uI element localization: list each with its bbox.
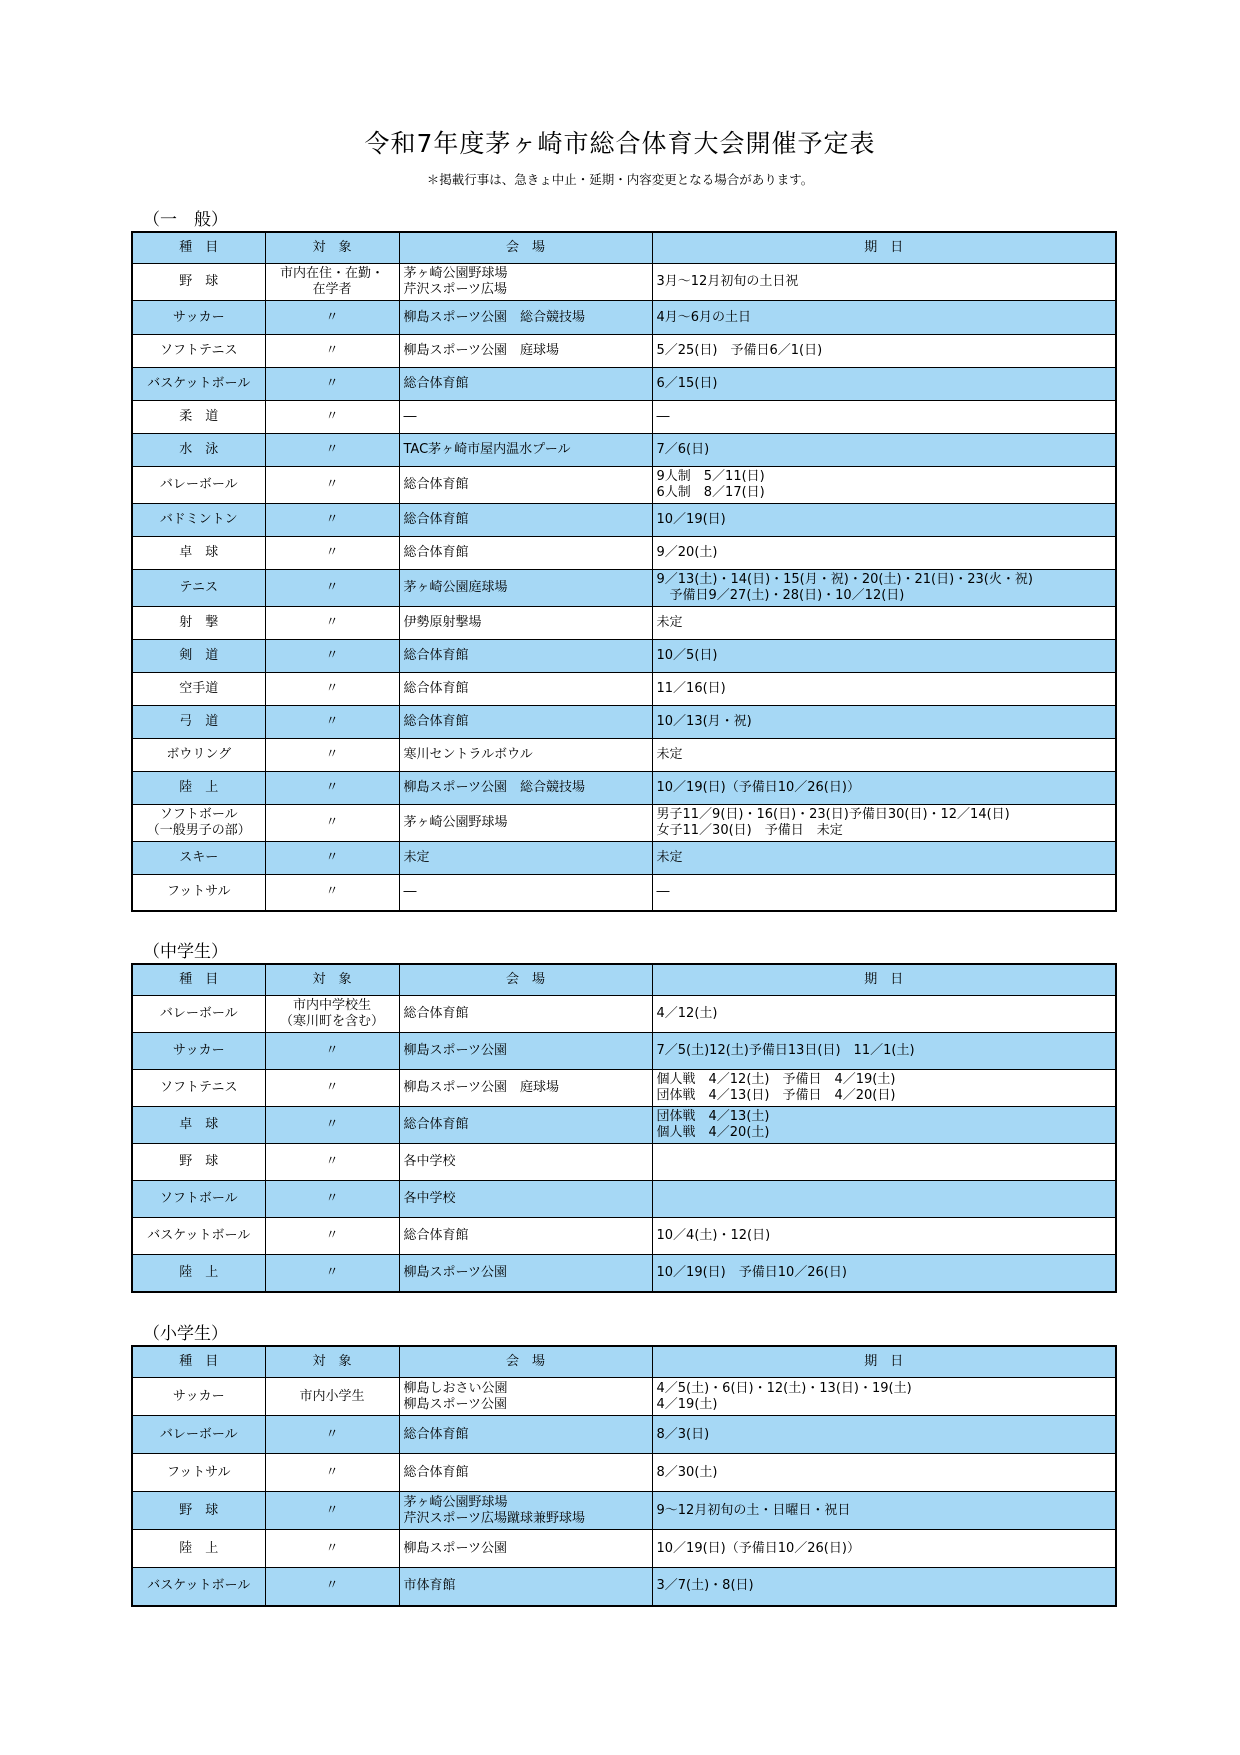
section-general: [131, 209, 1115, 912]
cell-date: [652, 1144, 1116, 1181]
cell-event: バレーボール: [132, 467, 265, 504]
section-junior-high: [131, 941, 1115, 1293]
cell-venue: 各中学校: [399, 1144, 652, 1181]
table-row: [132, 301, 1116, 335]
cell-date: 10／19(日) 予備日10／26(日): [652, 1255, 1116, 1292]
table-row: [132, 1568, 1116, 1606]
cell-event: 柔 道: [132, 401, 265, 434]
cell-venue: 柳島スポーツ公園: [399, 1530, 652, 1568]
cell-date: 9／20(土): [652, 537, 1116, 570]
cell-event: 卓 球: [132, 537, 265, 570]
table-row: [132, 772, 1116, 805]
cell-target: 〃: [265, 1416, 399, 1454]
schedule-table: [131, 1345, 1117, 1607]
table-row: [132, 570, 1116, 607]
table-row: [132, 739, 1116, 772]
cell-venue: 茅ヶ崎公園野球場 芹沢スポーツ広場: [399, 264, 652, 301]
cell-venue: 総合体育館: [399, 467, 652, 504]
cell-target: 市内在住・在勤・ 在学者: [265, 264, 399, 301]
header-target: 対 象: [265, 1346, 399, 1378]
cell-venue: 未定: [399, 842, 652, 875]
table-row: [132, 335, 1116, 368]
cell-event: ソフトテニス: [132, 335, 265, 368]
cell-date: 4／12(土): [652, 996, 1116, 1033]
table-header-row: [132, 1346, 1116, 1378]
cell-event: 空手道: [132, 673, 265, 706]
header-date: 期 日: [652, 964, 1116, 996]
table-row: [132, 1181, 1116, 1218]
cell-event: バスケットボール: [132, 1568, 265, 1606]
cell-date: 未定: [652, 739, 1116, 772]
table-row: [132, 1416, 1116, 1454]
cell-event: 陸 上: [132, 1255, 265, 1292]
table-row: [132, 1255, 1116, 1292]
cell-target: 〃: [265, 1492, 399, 1530]
table-header-row: [132, 964, 1116, 996]
header-target: 対 象: [265, 964, 399, 996]
cell-venue: 総合体育館: [399, 537, 652, 570]
cell-venue: 柳島スポーツ公園 庭球場: [399, 335, 652, 368]
table-row: [132, 504, 1116, 537]
page-title: 令和7年度茅ヶ崎市総合体育大会開催予定表: [364, 129, 876, 158]
table-row: [132, 805, 1116, 842]
header-venue: 会 場: [399, 232, 652, 264]
cell-target: 〃: [265, 301, 399, 335]
cell-target: 〃: [265, 673, 399, 706]
cell-event: バレーボール: [132, 996, 265, 1033]
cell-date: 7／5(土)12(土)予備日13日(日) 11／1(土): [652, 1033, 1116, 1070]
cell-target: 〃: [265, 706, 399, 739]
cell-event: テニス: [132, 570, 265, 607]
cell-target: 〃: [265, 805, 399, 842]
table-row: [132, 1378, 1116, 1416]
cell-venue: ―: [399, 875, 652, 911]
cell-event: ソフトボール: [132, 1181, 265, 1218]
cell-venue: 寒川セントラルボウル: [399, 739, 652, 772]
cell-target: 〃: [265, 1070, 399, 1107]
table-row: [132, 434, 1116, 467]
cell-venue: 総合体育館: [399, 996, 652, 1033]
cell-target: 〃: [265, 434, 399, 467]
cell-event: 陸 上: [132, 772, 265, 805]
cell-venue: 総合体育館: [399, 673, 652, 706]
cell-venue: 柳島しおさい公園 柳島スポーツ公園: [399, 1378, 652, 1416]
cell-target: 市内中学校生 （寒川町を含む）: [265, 996, 399, 1033]
cell-date: 11／16(日): [652, 673, 1116, 706]
cell-event: ソフトボール （一般男子の部）: [132, 805, 265, 842]
section-title: （中学生）: [143, 942, 228, 962]
cell-event: 水 泳: [132, 434, 265, 467]
header-event: 種 目: [132, 964, 265, 996]
cell-date: 9／13(土)・14(日)・15(月・祝)・20(土)・21(日)・23(火・祝) 予備日9／27(土)・28(日)・10／12(日): [652, 570, 1116, 607]
cell-target: 〃: [265, 1530, 399, 1568]
cell-event: 射 撃: [132, 607, 265, 640]
cell-venue: 総合体育館: [399, 640, 652, 673]
table-row: [132, 264, 1116, 301]
cell-date: 9人制 5／11(日) 6人制 8／17(日): [652, 467, 1116, 504]
cell-target: 〃: [265, 1033, 399, 1070]
table-row: [132, 706, 1116, 739]
cell-venue: 各中学校: [399, 1181, 652, 1218]
cell-date: 4／5(土)・6(日)・12(土)・13(日)・19(土) 4／19(土): [652, 1378, 1116, 1416]
schedule-table: [131, 963, 1117, 1293]
cell-target: 〃: [265, 1107, 399, 1144]
cell-event: 弓 道: [132, 706, 265, 739]
cell-target: 〃: [265, 772, 399, 805]
cell-target: 〃: [265, 570, 399, 607]
header-date: 期 日: [652, 232, 1116, 264]
table-row: [132, 1530, 1116, 1568]
cell-venue: 伊勢原射撃場: [399, 607, 652, 640]
header-venue: 会 場: [399, 1346, 652, 1378]
cell-date: 10／5(日): [652, 640, 1116, 673]
disclaimer-note: ＊掲載行事は、急きょ中止・延期・内容変更となる場合があります。: [426, 172, 814, 187]
cell-event: サッカー: [132, 1378, 265, 1416]
cell-date: 3／7(土)・8(日): [652, 1568, 1116, 1606]
cell-target: 〃: [265, 1255, 399, 1292]
cell-event: 陸 上: [132, 1530, 265, 1568]
cell-event: バレーボール: [132, 1416, 265, 1454]
section-elementary: [131, 1323, 1115, 1607]
cell-target: 〃: [265, 504, 399, 537]
table-row: [132, 842, 1116, 875]
cell-event: フットサル: [132, 1454, 265, 1492]
cell-target: 市内小学生: [265, 1378, 399, 1416]
cell-venue: 茅ヶ崎公園野球場 芹沢スポーツ広場蹴球兼野球場: [399, 1492, 652, 1530]
table-row: [132, 1218, 1116, 1255]
cell-date: 3月～12月初旬の土日祝: [652, 264, 1116, 301]
cell-venue: 総合体育館: [399, 1454, 652, 1492]
section-title: （小学生）: [143, 1324, 228, 1344]
cell-event: 野 球: [132, 1492, 265, 1530]
cell-venue: 総合体育館: [399, 504, 652, 537]
cell-target: 〃: [265, 368, 399, 401]
header-venue: 会 場: [399, 964, 652, 996]
cell-date: 8／3(日): [652, 1416, 1116, 1454]
cell-date: 男子11／9(日)・16(日)・23(日)予備日30(日)・12／14(日) 女子11／30(日) 予備日 未定: [652, 805, 1116, 842]
cell-date: 10／19(日): [652, 504, 1116, 537]
table-row: [132, 368, 1116, 401]
cell-date: 9～12月初旬の土・日曜日・祝日: [652, 1492, 1116, 1530]
cell-date: 6／15(日): [652, 368, 1116, 401]
table-row: [132, 1107, 1116, 1144]
cell-venue: 総合体育館: [399, 706, 652, 739]
cell-venue: 柳島スポーツ公園: [399, 1255, 652, 1292]
cell-target: 〃: [265, 640, 399, 673]
cell-target: 〃: [265, 1568, 399, 1606]
cell-event: サッカー: [132, 301, 265, 335]
cell-date: 10／13(月・祝): [652, 706, 1116, 739]
table-row: [132, 1492, 1116, 1530]
table-row: [132, 537, 1116, 570]
cell-target: 〃: [265, 875, 399, 911]
table-row: [132, 996, 1116, 1033]
cell-date: 未定: [652, 842, 1116, 875]
cell-venue: TAC茅ヶ崎市屋内温水プール: [399, 434, 652, 467]
cell-event: スキー: [132, 842, 265, 875]
cell-target: 〃: [265, 607, 399, 640]
cell-venue: 柳島スポーツ公園 総合競技場: [399, 772, 652, 805]
cell-date: 4月～6月の土日: [652, 301, 1116, 335]
cell-event: バスケットボール: [132, 1218, 265, 1255]
cell-target: 〃: [265, 739, 399, 772]
cell-date: 10／19(日)（予備日10／26(日)）: [652, 1530, 1116, 1568]
cell-target: 〃: [265, 467, 399, 504]
cell-target: 〃: [265, 401, 399, 434]
cell-date: 10／19(日)（予備日10／26(日)）: [652, 772, 1116, 805]
cell-event: フットサル: [132, 875, 265, 911]
table-row: [132, 607, 1116, 640]
cell-venue: 柳島スポーツ公園 庭球場: [399, 1070, 652, 1107]
table-row: [132, 401, 1116, 434]
cell-venue: 市体育館: [399, 1568, 652, 1606]
cell-target: 〃: [265, 537, 399, 570]
table-row: [132, 1454, 1116, 1492]
table-row: [132, 1033, 1116, 1070]
cell-venue: 柳島スポーツ公園 総合競技場: [399, 301, 652, 335]
table-row: [132, 1144, 1116, 1181]
cell-event: バスケットボール: [132, 368, 265, 401]
cell-venue: 総合体育館: [399, 1107, 652, 1144]
cell-date: ―: [652, 875, 1116, 911]
header-target: 対 象: [265, 232, 399, 264]
cell-event: 野 球: [132, 264, 265, 301]
cell-date: [652, 1181, 1116, 1218]
section-title: （一 般）: [143, 210, 228, 230]
cell-target: 〃: [265, 1454, 399, 1492]
cell-venue: 総合体育館: [399, 368, 652, 401]
cell-date: 10／4(土)・12(日): [652, 1218, 1116, 1255]
cell-target: 〃: [265, 335, 399, 368]
cell-event: 野 球: [132, 1144, 265, 1181]
cell-date: 団体戦 4／13(土) 個人戦 4／20(土): [652, 1107, 1116, 1144]
cell-target: 〃: [265, 842, 399, 875]
table-row: [132, 673, 1116, 706]
cell-date: ―: [652, 401, 1116, 434]
cell-venue: 総合体育館: [399, 1416, 652, 1454]
table-row: [132, 640, 1116, 673]
header-date: 期 日: [652, 1346, 1116, 1378]
cell-event: ソフトテニス: [132, 1070, 265, 1107]
table-row: [132, 467, 1116, 504]
table-row: [132, 875, 1116, 911]
cell-target: 〃: [265, 1181, 399, 1218]
cell-venue: 柳島スポーツ公園: [399, 1033, 652, 1070]
cell-event: 卓 球: [132, 1107, 265, 1144]
cell-date: 5／25(日) 予備日6／1(日): [652, 335, 1116, 368]
cell-event: 剣 道: [132, 640, 265, 673]
cell-venue: 総合体育館: [399, 1218, 652, 1255]
cell-event: バドミントン: [132, 504, 265, 537]
cell-event: ボウリング: [132, 739, 265, 772]
cell-date: 8／30(土): [652, 1454, 1116, 1492]
cell-venue: ―: [399, 401, 652, 434]
header-event: 種 目: [132, 1346, 265, 1378]
cell-venue: 茅ヶ崎公園野球場: [399, 805, 652, 842]
cell-target: 〃: [265, 1144, 399, 1181]
cell-event: サッカー: [132, 1033, 265, 1070]
cell-venue: 茅ヶ崎公園庭球場: [399, 570, 652, 607]
table-header-row: [132, 232, 1116, 264]
cell-date: 個人戦 4／12(土) 予備日 4／19(土) 団体戦 4／13(日) 予備日 4／20(日): [652, 1070, 1116, 1107]
table-row: [132, 1070, 1116, 1107]
cell-date: 未定: [652, 607, 1116, 640]
header-event: 種 目: [132, 232, 265, 264]
schedule-table: [131, 231, 1117, 912]
cell-target: 〃: [265, 1218, 399, 1255]
cell-date: 7／6(日): [652, 434, 1116, 467]
